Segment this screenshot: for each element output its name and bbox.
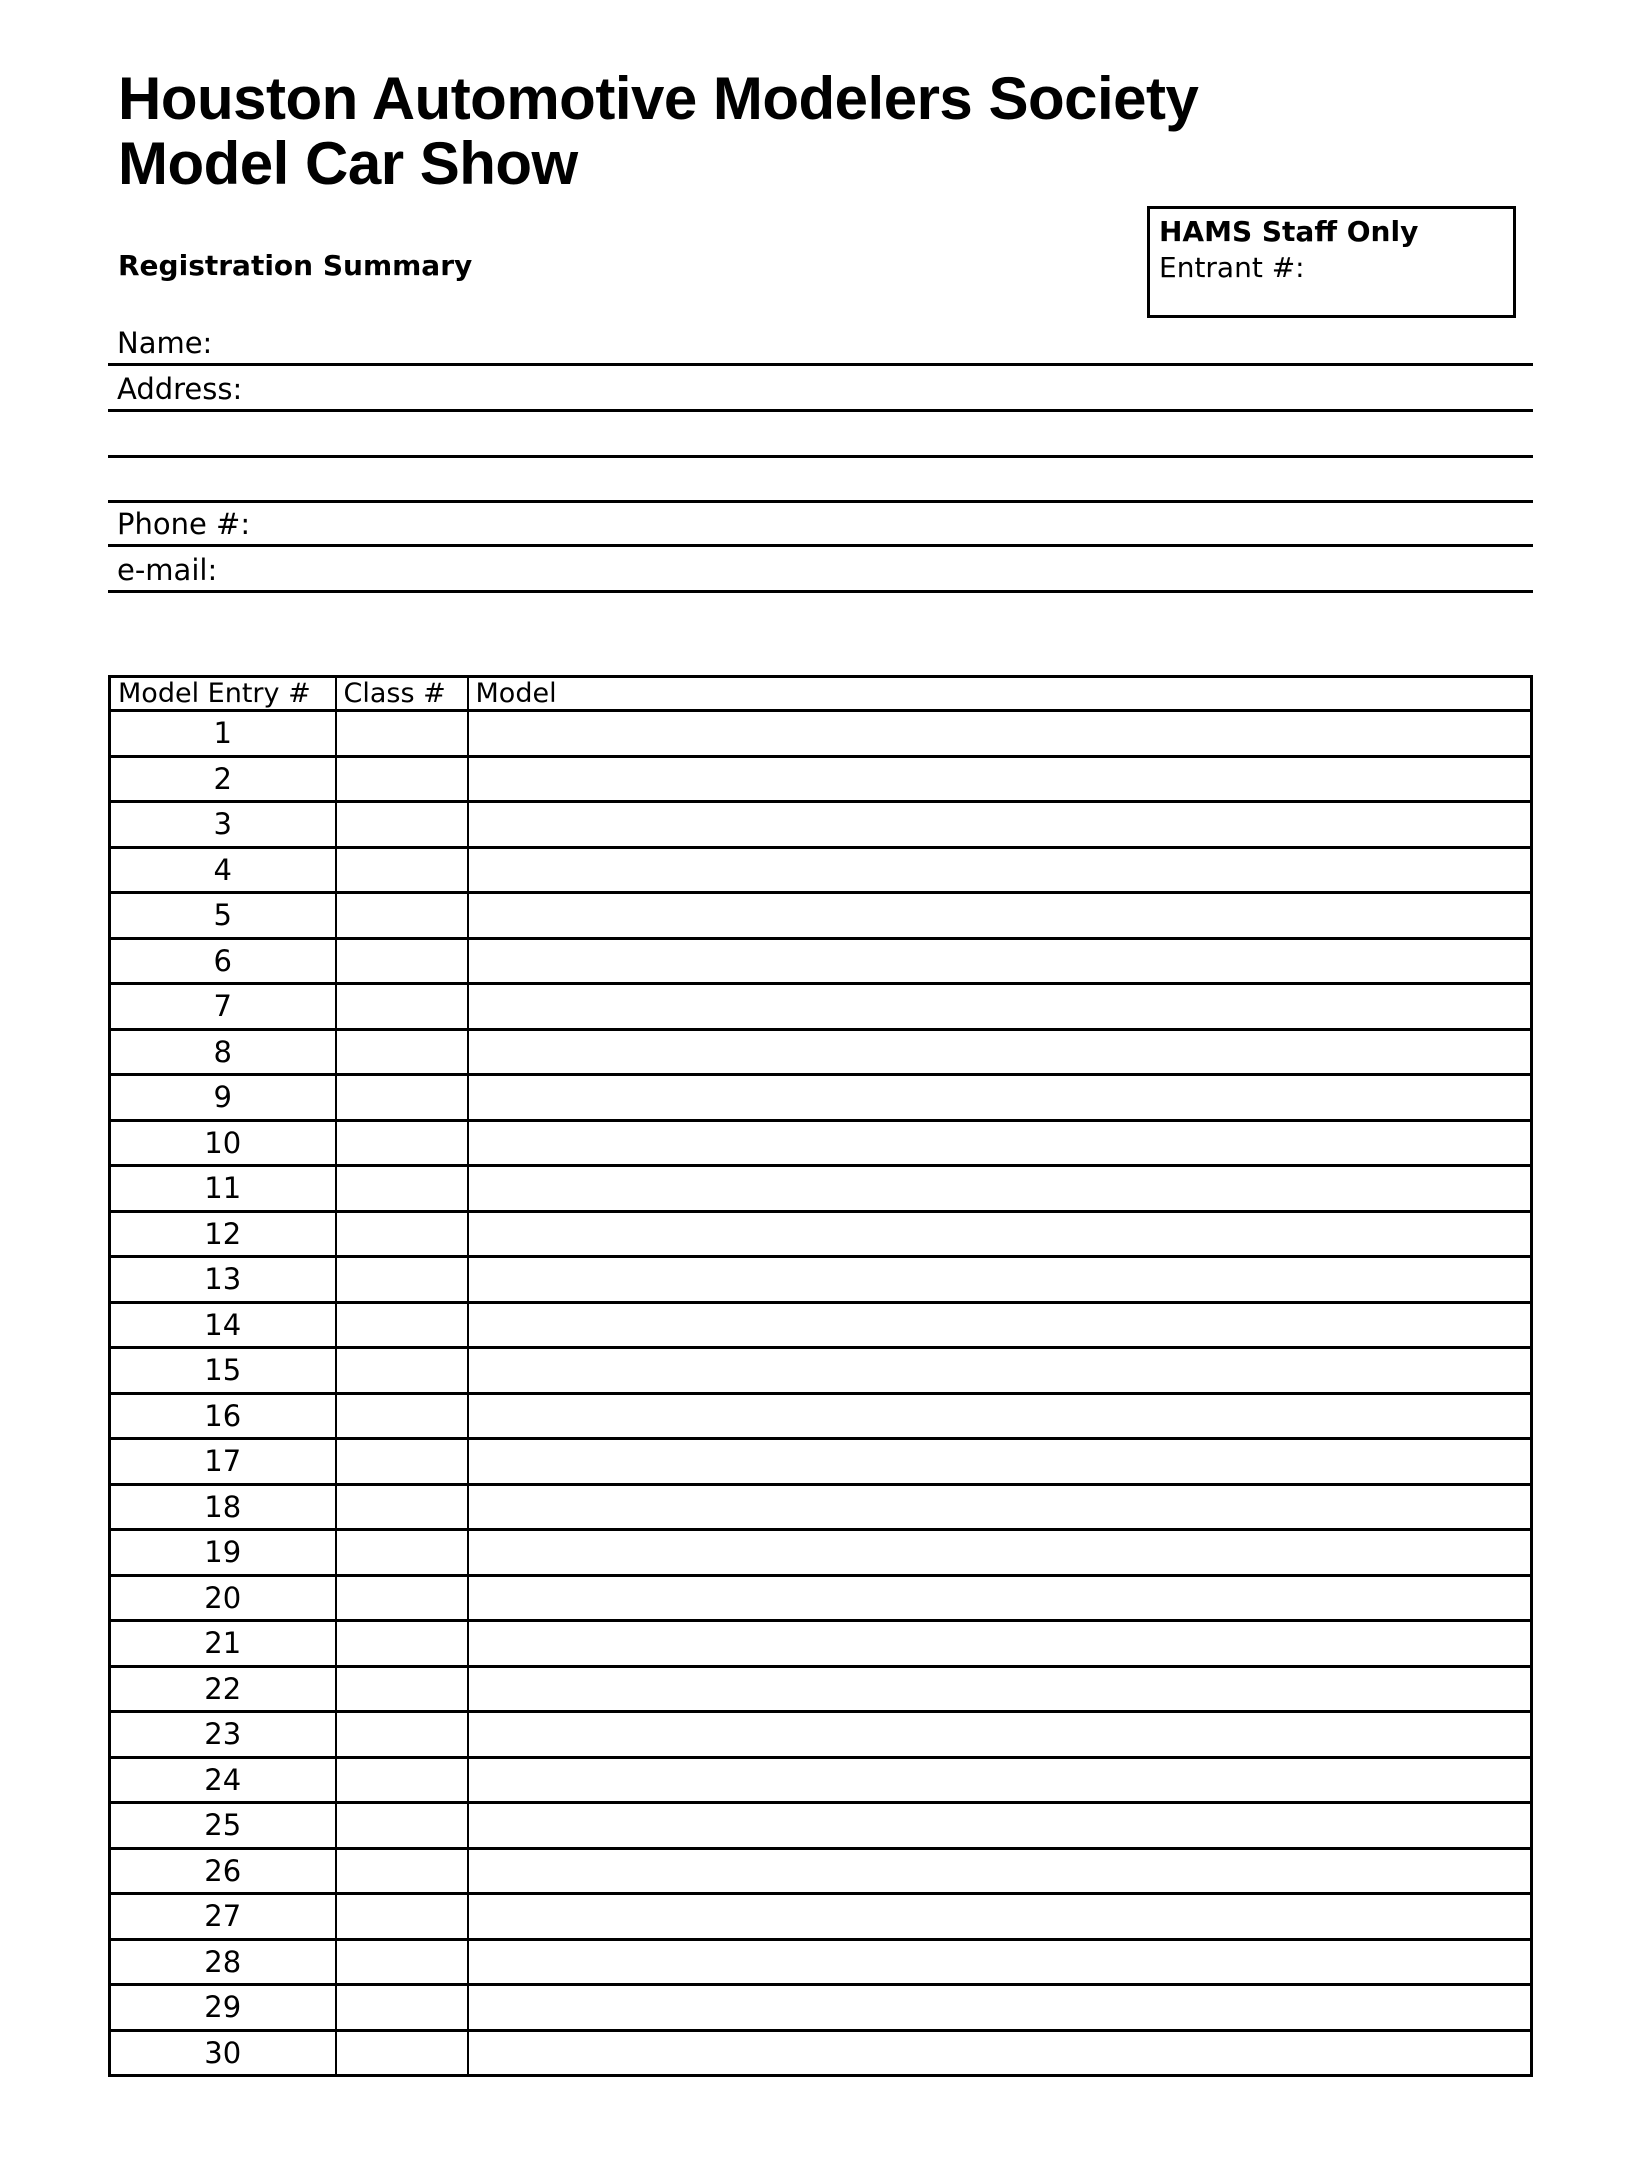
staff-box-title: HAMS Staff Only xyxy=(1159,215,1419,248)
entrant-number-label: Entrant #: xyxy=(1159,251,1305,284)
address-line-3-input-area[interactable] xyxy=(108,460,1533,497)
entry-number-cell: 12 xyxy=(110,1211,336,1257)
table-row xyxy=(110,1985,1532,2031)
model-name-cell[interactable] xyxy=(468,1075,1532,1121)
class-number-cell[interactable] xyxy=(336,1120,468,1166)
model-name-cell[interactable] xyxy=(468,1484,1532,1530)
table-row xyxy=(110,1484,1532,1530)
model-name-cell[interactable] xyxy=(468,1439,1532,1485)
page-title-line-1: Houston Automotive Modelers Society xyxy=(118,65,1199,132)
model-name-cell[interactable] xyxy=(468,1575,1532,1621)
page-title-line-2: Model Car Show xyxy=(118,130,578,197)
field-phone xyxy=(108,504,1533,547)
entry-number-cell: 27 xyxy=(110,1894,336,1940)
entry-number-cell: 22 xyxy=(110,1666,336,1712)
entrant-number-row xyxy=(1159,250,1504,286)
table-row xyxy=(110,2030,1532,2076)
address-line-2-input-area[interactable] xyxy=(108,415,1533,452)
field-address-line-3 xyxy=(108,460,1533,503)
entry-number-cell: 26 xyxy=(110,1848,336,1894)
class-number-cell[interactable] xyxy=(336,984,468,1030)
entry-number-cell: 9 xyxy=(110,1075,336,1121)
model-entries-table xyxy=(108,675,1533,2077)
entry-number-cell: 5 xyxy=(110,893,336,939)
table-row xyxy=(110,1166,1532,1212)
entry-number-cell: 14 xyxy=(110,1302,336,1348)
model-name-cell[interactable] xyxy=(468,1757,1532,1803)
table-row xyxy=(110,1075,1532,1121)
table-row xyxy=(110,1211,1532,1257)
class-number-cell[interactable] xyxy=(336,1166,468,1212)
class-number-cell[interactable] xyxy=(336,1530,468,1576)
entry-number-cell: 30 xyxy=(110,2030,336,2076)
model-name-cell[interactable] xyxy=(468,984,1532,1030)
class-number-cell[interactable] xyxy=(336,1302,468,1348)
entry-number-cell: 2 xyxy=(110,756,336,802)
entry-number-cell: 25 xyxy=(110,1803,336,1849)
model-name-cell[interactable] xyxy=(468,1029,1532,1075)
model-name-cell[interactable] xyxy=(468,938,1532,984)
field-name xyxy=(108,323,1533,366)
table-row xyxy=(110,893,1532,939)
section-heading: Registration Summary xyxy=(118,249,473,282)
name-label: Name: xyxy=(117,326,213,360)
table-row xyxy=(110,1803,1532,1849)
model-name-cell[interactable] xyxy=(468,1621,1532,1667)
model-name-cell[interactable] xyxy=(468,2030,1532,2076)
model-name-cell[interactable] xyxy=(468,1848,1532,1894)
entry-number-cell: 4 xyxy=(110,847,336,893)
entry-number-cell: 28 xyxy=(110,1939,336,1985)
model-name-cell[interactable] xyxy=(468,711,1532,757)
model-name-cell[interactable] xyxy=(468,1166,1532,1212)
model-name-cell[interactable] xyxy=(468,1348,1532,1394)
class-number-cell[interactable] xyxy=(336,1666,468,1712)
table-row xyxy=(110,1757,1532,1803)
class-number-cell[interactable] xyxy=(336,893,468,939)
entry-number-cell: 8 xyxy=(110,1029,336,1075)
model-name-cell[interactable] xyxy=(468,1120,1532,1166)
class-number-cell[interactable] xyxy=(336,1211,468,1257)
entry-number-cell: 18 xyxy=(110,1484,336,1530)
page-title xyxy=(118,66,1198,196)
model-name-cell[interactable] xyxy=(468,1985,1532,2031)
entrant-number-input-area[interactable] xyxy=(1305,250,1504,286)
entry-number-cell: 3 xyxy=(110,802,336,848)
entry-number-cell: 6 xyxy=(110,938,336,984)
table-row xyxy=(110,1348,1532,1394)
class-number-cell[interactable] xyxy=(336,1621,468,1667)
field-address xyxy=(108,369,1533,412)
class-number-cell[interactable] xyxy=(336,1439,468,1485)
class-number-cell[interactable] xyxy=(336,1348,468,1394)
entry-number-cell: 1 xyxy=(110,711,336,757)
table-row xyxy=(110,1894,1532,1940)
field-address-line-2 xyxy=(108,415,1533,458)
entry-number-cell: 19 xyxy=(110,1530,336,1576)
address-input-area[interactable] xyxy=(373,369,1533,406)
entry-number-cell: 21 xyxy=(110,1621,336,1667)
table-row xyxy=(110,1393,1532,1439)
name-input-area[interactable] xyxy=(318,323,1533,360)
model-name-cell[interactable] xyxy=(468,1302,1532,1348)
class-number-cell[interactable] xyxy=(336,1848,468,1894)
class-number-cell[interactable] xyxy=(336,1757,468,1803)
table-row xyxy=(110,938,1532,984)
entries-tbody xyxy=(110,711,1532,2076)
model-name-cell[interactable] xyxy=(468,1530,1532,1576)
class-number-cell[interactable] xyxy=(336,2030,468,2076)
column-header-model: Model xyxy=(468,677,1532,711)
model-name-cell[interactable] xyxy=(468,802,1532,848)
model-name-cell[interactable] xyxy=(468,1257,1532,1303)
email-input-area[interactable] xyxy=(318,550,1533,587)
model-name-cell[interactable] xyxy=(468,1666,1532,1712)
phone-label: Phone #: xyxy=(117,507,251,541)
hams-staff-only-box xyxy=(1147,206,1516,318)
table-row xyxy=(110,711,1532,757)
model-name-cell[interactable] xyxy=(468,893,1532,939)
address-label: Address: xyxy=(117,372,243,406)
class-number-cell[interactable] xyxy=(336,1257,468,1303)
class-number-cell[interactable] xyxy=(336,1803,468,1849)
class-number-cell[interactable] xyxy=(336,1029,468,1075)
table-row xyxy=(110,1666,1532,1712)
class-number-cell[interactable] xyxy=(336,1393,468,1439)
table-row xyxy=(110,1530,1532,1576)
class-number-cell[interactable] xyxy=(336,1575,468,1621)
class-number-cell[interactable] xyxy=(336,938,468,984)
table-row xyxy=(110,802,1532,848)
class-number-cell[interactable] xyxy=(336,847,468,893)
class-number-cell[interactable] xyxy=(336,1712,468,1758)
column-header-class-number: Class # xyxy=(336,677,468,711)
email-label: e-mail: xyxy=(117,553,218,587)
class-number-cell[interactable] xyxy=(336,1894,468,1940)
phone-input-area[interactable] xyxy=(368,504,1533,541)
field-email xyxy=(108,550,1533,593)
table-row xyxy=(110,756,1532,802)
model-name-cell[interactable] xyxy=(468,1393,1532,1439)
table-row xyxy=(110,984,1532,1030)
class-number-cell[interactable] xyxy=(336,1939,468,1985)
entry-number-cell: 11 xyxy=(110,1166,336,1212)
table-row xyxy=(110,1302,1532,1348)
table-row xyxy=(110,1029,1532,1075)
table-row xyxy=(110,1848,1532,1894)
class-number-cell[interactable] xyxy=(336,1985,468,2031)
table-row xyxy=(110,1120,1532,1166)
model-name-cell[interactable] xyxy=(468,1894,1532,1940)
table-row xyxy=(110,1575,1532,1621)
table-header-row xyxy=(110,677,1532,711)
entry-number-cell: 23 xyxy=(110,1712,336,1758)
entry-number-cell: 20 xyxy=(110,1575,336,1621)
class-number-cell[interactable] xyxy=(336,756,468,802)
entry-number-cell: 17 xyxy=(110,1439,336,1485)
table-row xyxy=(110,1621,1532,1667)
class-number-cell[interactable] xyxy=(336,1075,468,1121)
table-row xyxy=(110,1939,1532,1985)
model-name-cell[interactable] xyxy=(468,1939,1532,1985)
entry-number-cell: 15 xyxy=(110,1348,336,1394)
entry-number-cell: 13 xyxy=(110,1257,336,1303)
table-row xyxy=(110,1712,1532,1758)
model-name-cell[interactable] xyxy=(468,1211,1532,1257)
class-number-cell[interactable] xyxy=(336,802,468,848)
entry-number-cell: 10 xyxy=(110,1120,336,1166)
column-header-model-entry-number: Model Entry # xyxy=(110,677,336,711)
model-name-cell[interactable] xyxy=(468,1803,1532,1849)
table-row xyxy=(110,847,1532,893)
model-name-cell[interactable] xyxy=(468,756,1532,802)
class-number-cell[interactable] xyxy=(336,711,468,757)
entry-number-cell: 7 xyxy=(110,984,336,1030)
entry-number-cell: 29 xyxy=(110,1985,336,2031)
table-row xyxy=(110,1439,1532,1485)
entry-number-cell: 16 xyxy=(110,1393,336,1439)
table-row xyxy=(110,1257,1532,1303)
entry-number-cell: 24 xyxy=(110,1757,336,1803)
model-name-cell[interactable] xyxy=(468,847,1532,893)
class-number-cell[interactable] xyxy=(336,1484,468,1530)
model-name-cell[interactable] xyxy=(468,1712,1532,1758)
